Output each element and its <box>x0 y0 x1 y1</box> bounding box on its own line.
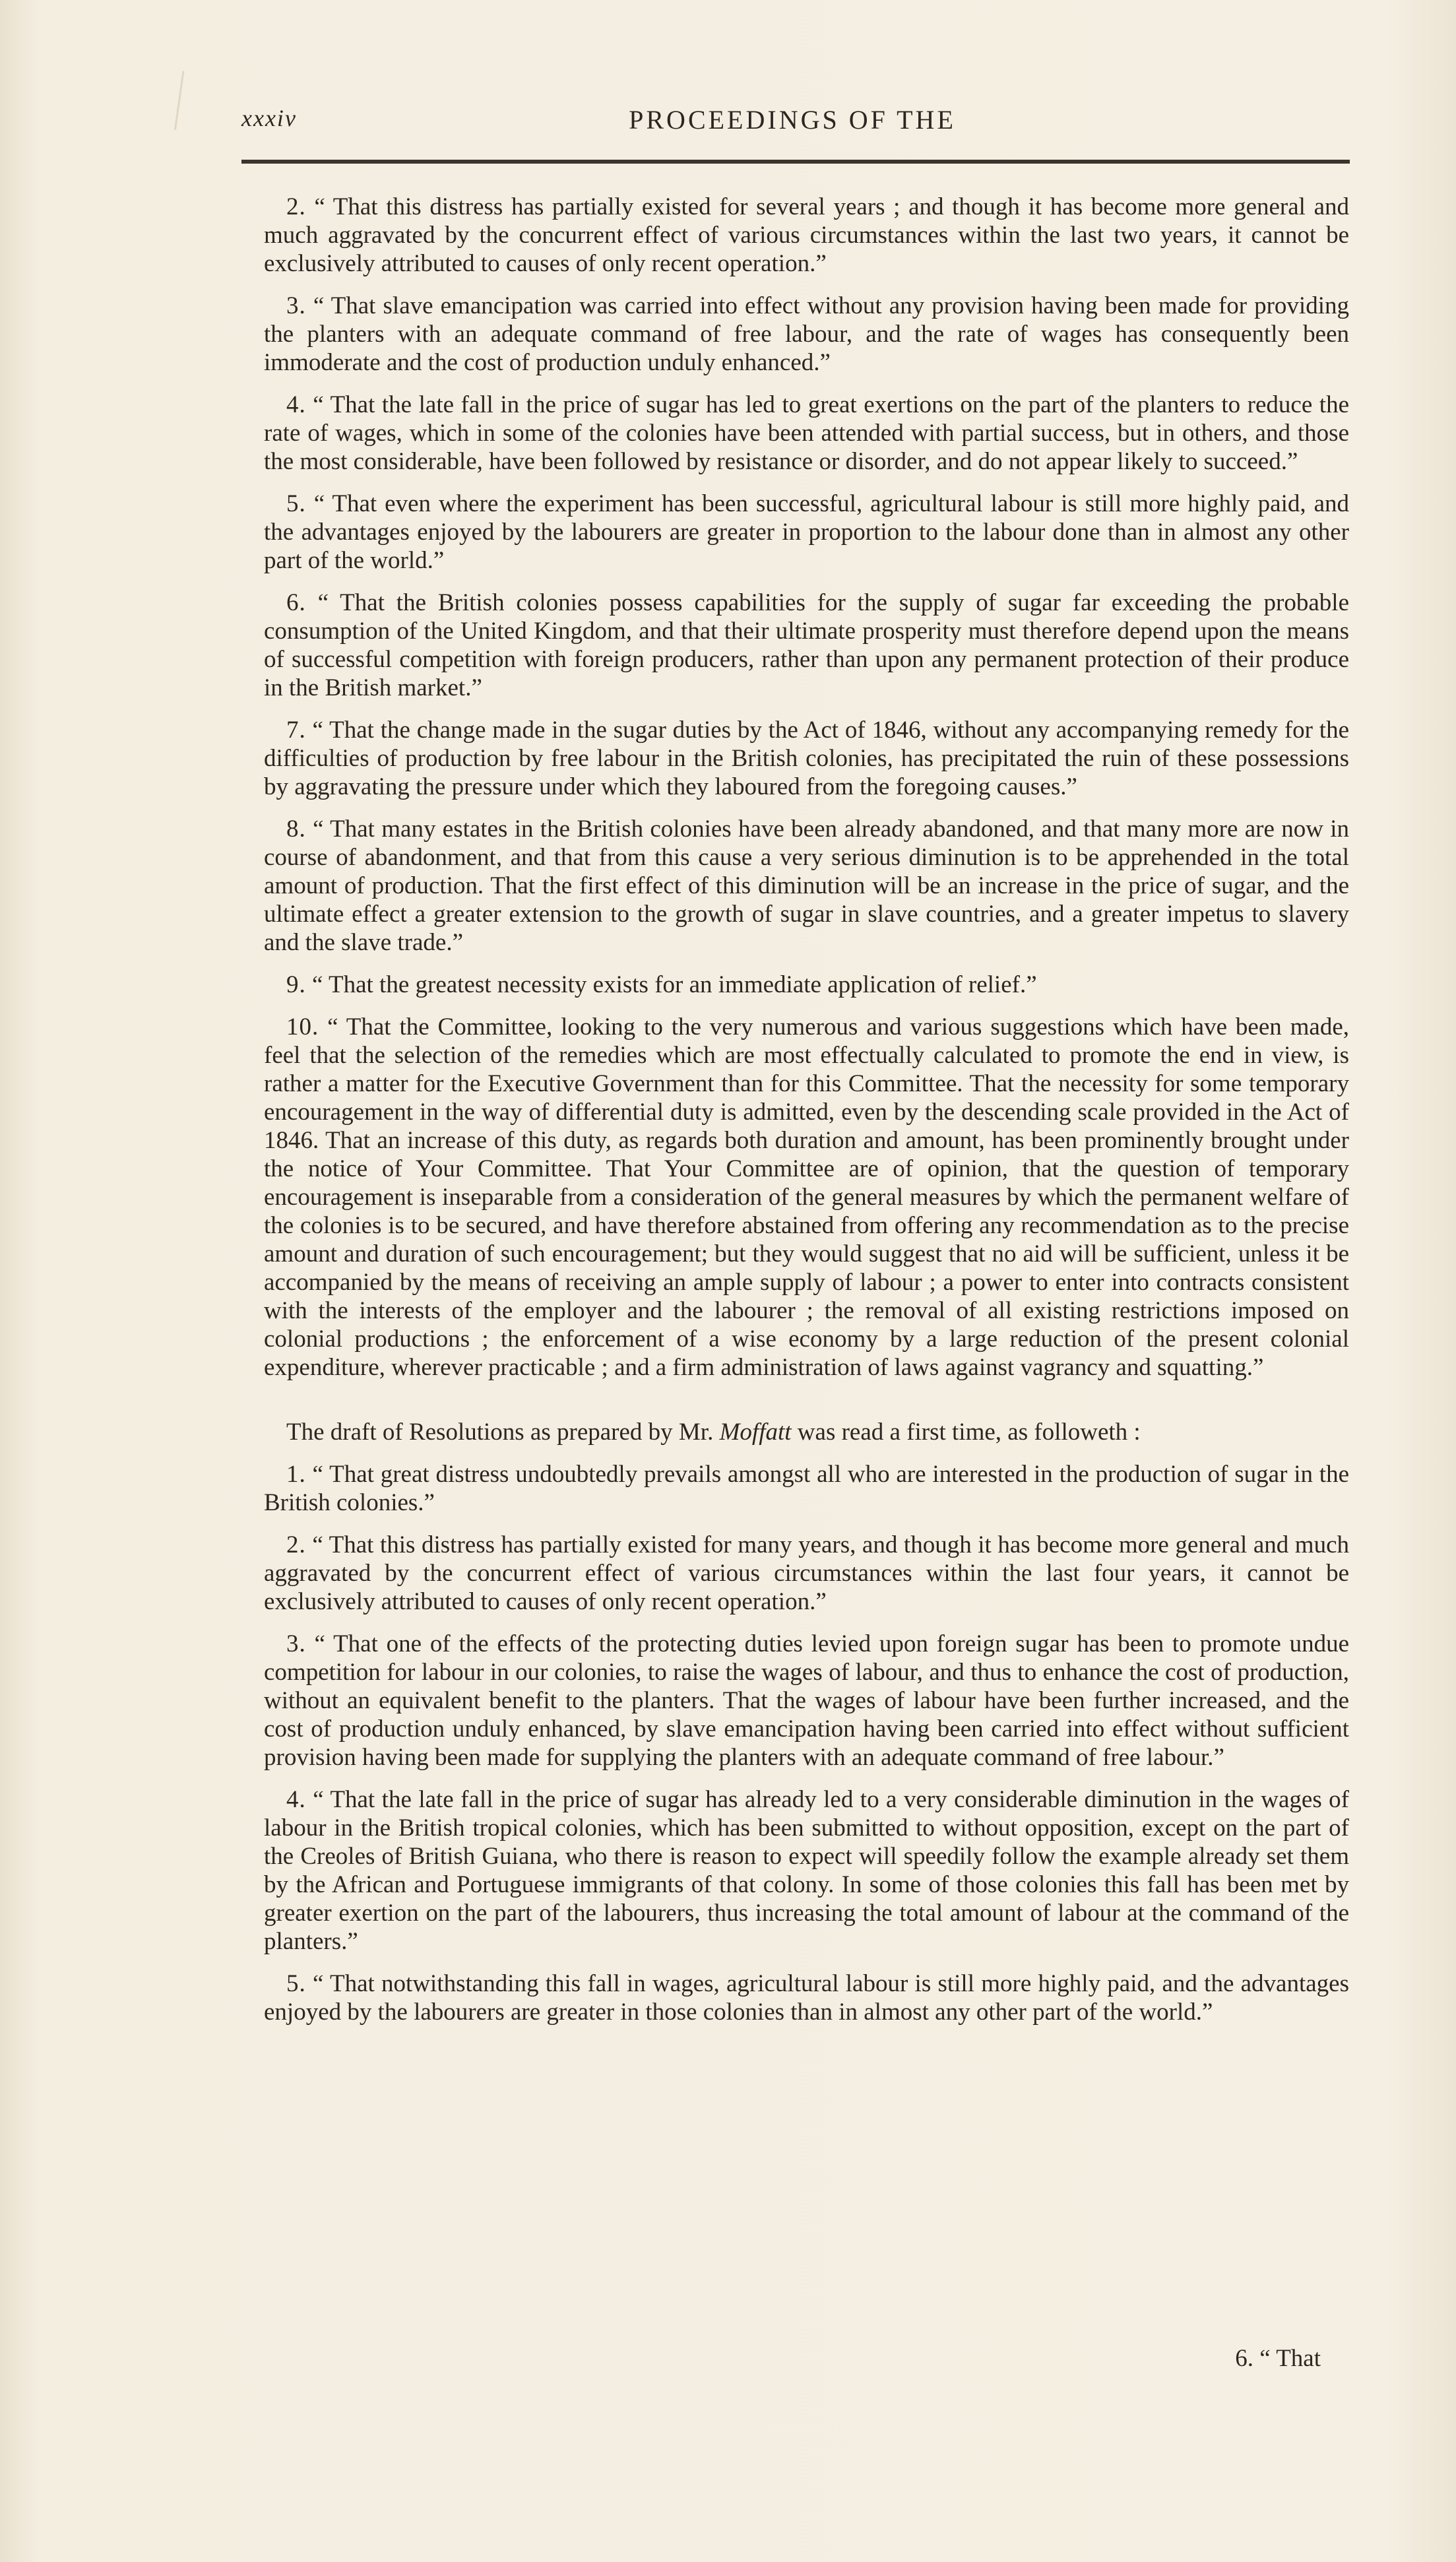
header-rule <box>241 160 1350 164</box>
resolution-paragraph: 8. “ That many estates in the British colonies have been already abandoned, and that many more are now in course of abandonment, and that from this cause a very serious diminution is to be apprehended in the total amount of production. That the first effect of this diminution will be an increase in the price of sugar, and the ultimate effect a greater extension to the growth of sugar in slave countries, and a greater impetus to slavery and the slave trade.” <box>264 816 1350 956</box>
section-gap <box>264 1395 1349 1418</box>
draft-paragraph: 3. “ That one of the effects of the protecting duties levied upon foreign sugar has been to promote undue competition for labour in our colonies, to raise the wages of labour, and thus to enhance the cost of production, without an equivalent benefit to the planters. That the wages of labour have been further increased, and the cost of production unduly enhanced, by slave emancipation having been carried into effect without sufficient provision having been made for supplying the planters with an adequate command of free labour.” <box>264 1630 1349 1771</box>
catchword: 6. “ That <box>1235 2345 1321 2372</box>
page-body <box>264 193 1349 2040</box>
resolution-paragraph: 4. “ That the late fall in the price of sugar has led to great exertions on the part of the planters to reduce the rate of wages, which in some of the colonies have been attended with partial success, but in others, and those the most considerable, have been followed by resistance or disorder, and do not appear likely to succeed.” <box>264 391 1349 475</box>
resolution-paragraph: 10. “ That the Committee, looking to the very numerous and various suggestions which have been made, feel that the selection of the remedies which are most effectually calculated to promote the end in view, is rather a matter for the Executive Government than for this Committee. That the necessity for some temporary encouragement in the way of differential duty is admitted, even by the descending scale provided in the Act of 1846. That an increase of this duty, as regards both duration and amount, has been prominently brought under the notice of Your Committee. That Your Committee are of opinion, that the question of temporary encouragement is inseparable from a consideration of the general measures by which the permanent welfare of the colonies is to be secured, and have therefore abstained from offering any recommendation as to the precise amount and duration of such encouragement; but they would suggest that no aid will be sufficient, unless it be accompanied by the means of receiving an ample supply of labour ; a power to enter into contracts consistent with the interests of the employer and the labourer ; the removal of all existing restrictions imposed on colonial productions ; the enforcement of a wise economy by a large reduction of the present colonial expenditure, wherever practicable ; and a firm administration of laws against vagrancy and squatting.” <box>264 1013 1350 1381</box>
draft-paragraph: 1. “ That great distress undoubtedly prevails amongst all who are interested in the production of sugar in the British colonies.” <box>264 1461 1349 1516</box>
mover-name: Moffatt <box>719 1419 792 1446</box>
draft-paragraph: 2. “ That this distress has partially existed for many years, and though it has become more general and much aggravated by the concurrent effect of various circumstances within the last four years, it cannot be exclusively attributed to causes of only recent operation.” <box>264 1531 1350 1615</box>
resolution-paragraph: 9. “ That the greatest necessity exists for an immediate application of relief.” <box>286 971 1037 998</box>
resolution-paragraph: 3. “ That slave emancipation was carried into effect without any provision having been made for providing the planters with an adequate command of free labour, and the rate of wages has consequently been immoderate and the cost of production unduly enhanced.” <box>264 292 1349 376</box>
running-title: PROCEEDINGS OF THE <box>629 105 956 135</box>
intro-line: The draft of Resolutions as prepared by Mr. Moffatt was read a first time, as followeth : <box>286 1419 1141 1446</box>
resolution-paragraph: 6. “ That the British colonies possess capabilities for the supply of sugar far exceeding the probable consumption of the United Kingdom, and that their ultimate prosperity must therefore depend upon the means of successful competition with foreign producers, rather than upon any permanent protection of their produce in the British market.” <box>264 589 1350 701</box>
resolution-paragraph: 7. “ That the change made in the sugar duties by the Act of 1846, without any accompanying remedy for the difficulties of production by free labour in the British colonies, has precipitated the ruin of these possessions by aggravating the pressure under which they laboured from the foregoing causes.” <box>264 717 1349 800</box>
margin-pencil-mark <box>174 71 210 133</box>
page-header <box>241 104 1343 144</box>
page-number: xxxiv <box>241 105 297 131</box>
draft-paragraph: 5. “ That notwithstanding this fall in wages, agricultural labour is still more highly paid, and the advantages enjoyed by the labourers are greater in those colonies than in almost any other part of the world.” <box>264 1970 1350 2026</box>
resolution-paragraph: 2. “ That this distress has partially existed for several years ; and though it has become more general and much aggravated by the concurrent effect of various circumstances within the last two years, it cannot be exclusively attributed to causes of only recent operation.” <box>264 193 1350 277</box>
resolution-paragraph: 5. “ That even where the experiment has been successful, agricultural labour is still more highly paid, and the advantages enjoyed by the labourers are greater in proportion to the labour done than in almost any other part of the world.” <box>264 490 1349 574</box>
draft-paragraph: 4. “ That the late fall in the price of sugar has already led to a very considerable diminution in the wages of labour in the British tropical colonies, which has been submitted to without opposition, except on the part of the Creoles of British Guiana, who there is reason to expect will speedily follow the example already set them by the African and Portuguese immigrants of that colony. In some of those colonies this fall has been met by greater exertion on the part of the labourers, thus increasing the total amount of labour at the command of the planters.” <box>264 1786 1349 1955</box>
